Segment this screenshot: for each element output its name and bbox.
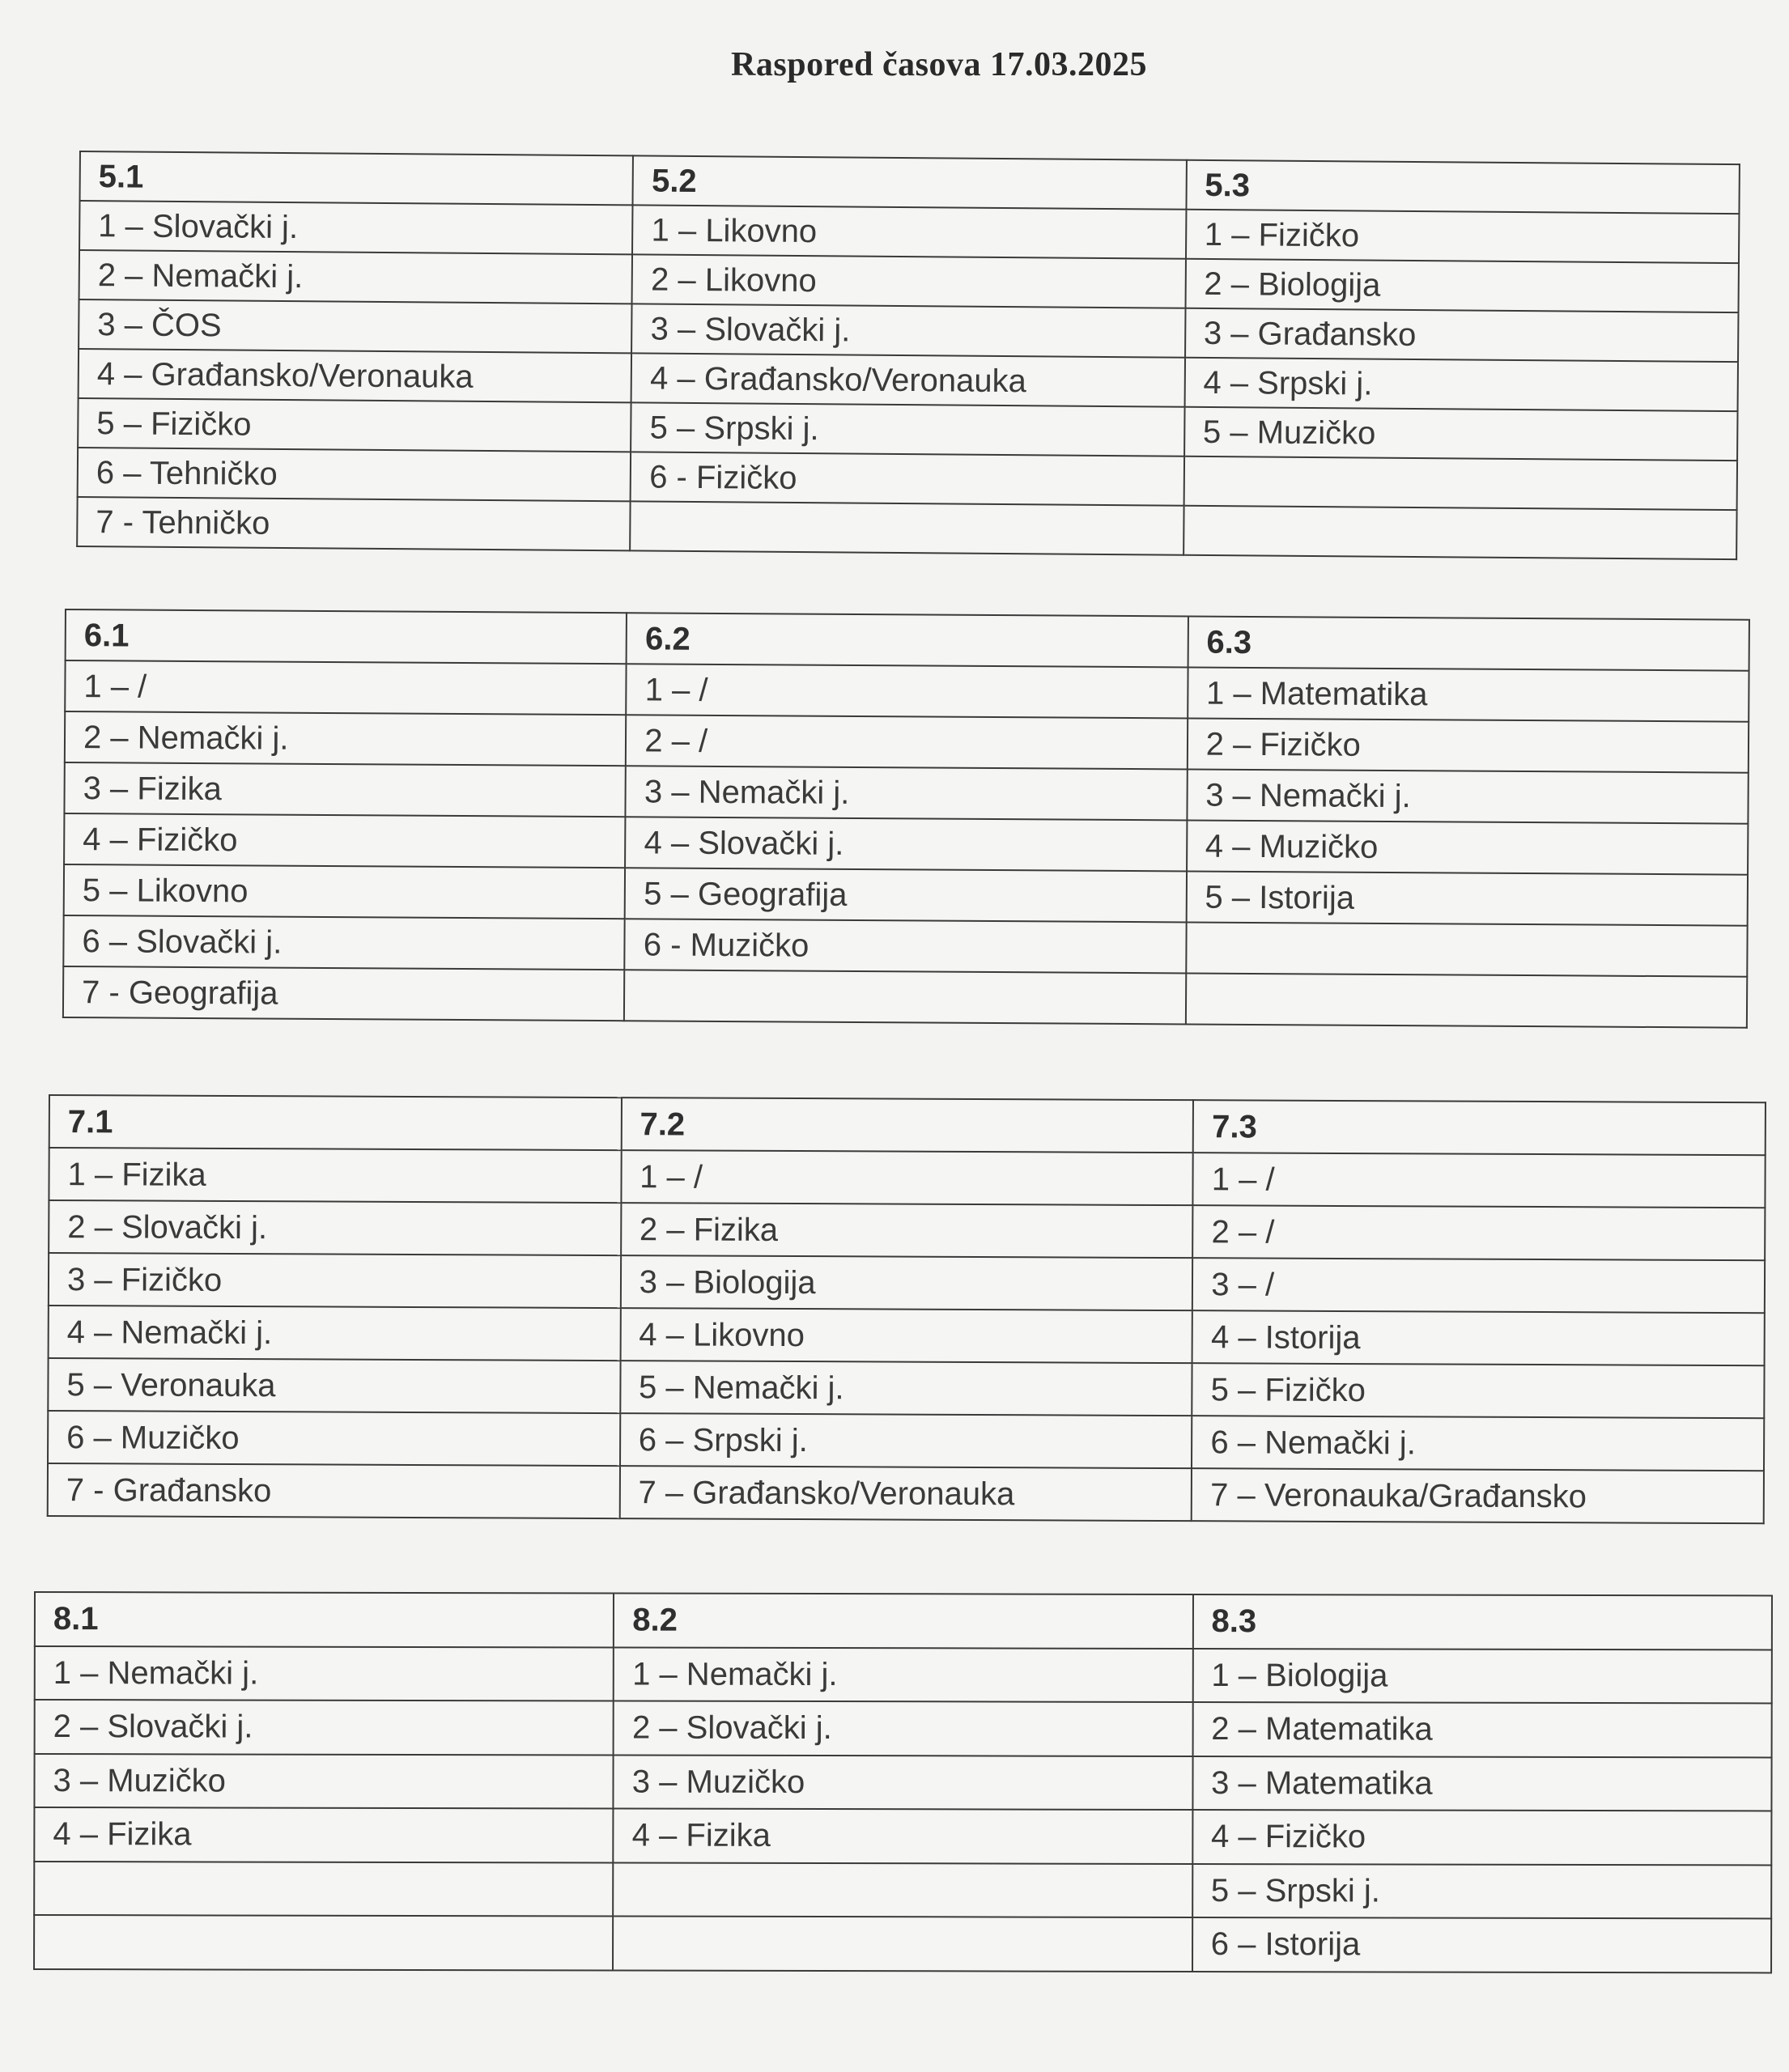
lesson-cell: 3 – ČOS (79, 299, 632, 353)
lesson-cell: 4 – Slovački j. (625, 817, 1187, 871)
lesson-row (34, 1862, 1771, 1919)
lesson-cell: 2 – Nemački j. (65, 711, 627, 766)
lesson-cell: 4 – Srpski j. (1184, 358, 1738, 411)
lesson-cell: 5 – Fizičko (78, 398, 631, 452)
lesson-cell: 2 – Nemački j. (79, 250, 633, 304)
lesson-cell: 4 – Nemački j. (49, 1306, 621, 1361)
class-name-cell: 8.2 (614, 1594, 1192, 1649)
class-name-cell: 5.3 (1186, 160, 1740, 214)
lesson-cell: 1 – Biologija (1192, 1648, 1771, 1703)
lesson-cell: 2 – Slovački j. (35, 1700, 614, 1755)
lesson-cell: 2 – Fizičko (1187, 718, 1749, 772)
lesson-cell: 4 – Fizičko (64, 813, 626, 868)
lesson-cell: 4 – Fizika (34, 1807, 613, 1862)
lesson-cell: 4 – Građansko/Veronauka (631, 353, 1185, 406)
lesson-cell: 1 – Matematika (1188, 667, 1749, 721)
class-name-cell: 6.2 (627, 613, 1188, 667)
grade-5-schedule-table (76, 151, 1740, 560)
lesson-cell: 6 – Muzičko (48, 1411, 620, 1466)
lesson-cell: 4 – Fizičko (1192, 1810, 1771, 1865)
class-name-cell: 5.2 (633, 155, 1187, 209)
lesson-cell (613, 1916, 1192, 1971)
lesson-row (63, 966, 1747, 1028)
page-title: Raspored časova 17.03.2025 (731, 46, 1147, 83)
lesson-cell: 1 – Fizika (49, 1148, 621, 1203)
lesson-cell: 6 – Slovački j. (63, 915, 625, 970)
lesson-cell: 3 – Fizika (64, 762, 626, 817)
class-name-cell: 6.1 (66, 609, 627, 664)
lesson-cell: 3 – Nemački j. (626, 766, 1188, 820)
lesson-cell (613, 1862, 1192, 1917)
lesson-cell: 4 – Istorija (1192, 1310, 1765, 1365)
lesson-cell (34, 1915, 613, 1970)
lesson-cell: 4 – Muzičko (1187, 820, 1749, 874)
lesson-cell: 2 – Biologija (1185, 259, 1739, 312)
lesson-cell (1183, 506, 1737, 559)
lesson-cell: 1 – Nemački j. (614, 1647, 1192, 1702)
lesson-cell: 2 – Slovački j. (614, 1701, 1192, 1756)
lesson-cell: 5 – Likovno (64, 864, 626, 919)
lesson-cell: 3 – Građansko (1185, 308, 1739, 362)
lesson-cell: 1 – Likovno (632, 205, 1186, 258)
lesson-cell: 6 - Fizičko (631, 452, 1184, 505)
class-name-cell: 6.3 (1188, 616, 1749, 670)
lesson-cell: 3 – Fizičko (49, 1253, 621, 1308)
grade-6-schedule-table (62, 609, 1750, 1029)
lesson-cell: 1 – Fizičko (1186, 210, 1740, 263)
lesson-cell: 1 – / (1193, 1153, 1766, 1208)
lesson-cell: 2 – / (626, 715, 1188, 769)
lesson-cell: 2 – Likovno (632, 254, 1186, 308)
lesson-cell: 7 – Građansko/Veronauka (619, 1466, 1192, 1521)
lesson-cell: 5 – Muzičko (1184, 407, 1738, 461)
lesson-cell (1183, 456, 1737, 510)
lesson-cell: 2 – Fizika (621, 1203, 1193, 1258)
lesson-cell: 5 – Veronauka (48, 1358, 620, 1413)
lesson-row (49, 1148, 1765, 1208)
lesson-cell: 2 – / (1192, 1205, 1765, 1260)
lesson-cell (1186, 922, 1748, 976)
lesson-row (49, 1200, 1765, 1260)
lesson-cell: 4 – Građansko/Veronauka (79, 349, 632, 402)
class-name-cell: 8.1 (35, 1592, 614, 1647)
lesson-cell: 7 – Veronauka/Građansko (1192, 1468, 1764, 1523)
lesson-cell: 2 – Matematika (1192, 1702, 1771, 1757)
lesson-row (48, 1411, 1764, 1471)
lesson-cell: 5 – Geografija (625, 868, 1187, 922)
lesson-row (35, 1700, 1772, 1757)
lesson-row (34, 1807, 1771, 1865)
lesson-cell: 5 – Fizičko (1192, 1363, 1765, 1418)
lesson-cell: 3 – / (1192, 1258, 1765, 1313)
lesson-cell: 1 – / (627, 664, 1188, 718)
lesson-cell: 3 – Slovački j. (631, 304, 1185, 357)
lesson-cell (624, 970, 1186, 1024)
lesson-cell: 3 – Muzičko (34, 1754, 613, 1809)
lesson-cell: 1 – Slovački j. (79, 201, 633, 254)
class-header-row (49, 1095, 1766, 1155)
lesson-row (34, 1754, 1771, 1811)
lesson-cell: 1 – Nemački j. (35, 1646, 614, 1701)
lesson-cell: 4 – Fizika (614, 1808, 1192, 1863)
class-name-cell: 5.1 (80, 151, 634, 205)
lesson-cell: 5 – Srpski j. (1192, 1863, 1771, 1918)
lesson-cell (34, 1862, 613, 1917)
class-name-cell: 8.3 (1193, 1594, 1772, 1650)
lesson-cell (630, 501, 1183, 554)
grade-8-schedule-table (33, 1591, 1773, 1973)
lesson-cell: 3 – Biologija (621, 1255, 1193, 1310)
lesson-cell: 3 – Nemački j. (1187, 769, 1749, 823)
lesson-cell: 3 – Matematika (1192, 1756, 1771, 1811)
lesson-row (35, 1646, 1772, 1704)
class-header-row (35, 1592, 1772, 1650)
lesson-cell: 2 – Slovački j. (49, 1200, 621, 1255)
lesson-cell: 4 – Likovno (620, 1308, 1192, 1363)
lesson-cell: 1 – / (621, 1150, 1193, 1205)
lesson-cell: 6 - Muzičko (625, 919, 1187, 973)
lesson-cell: 6 – Istorija (1192, 1917, 1771, 1972)
class-name-cell: 7.2 (621, 1098, 1193, 1153)
lesson-row (48, 1463, 1764, 1523)
lesson-cell: 3 – Muzičko (614, 1755, 1192, 1810)
class-name-cell: 7.3 (1193, 1100, 1766, 1155)
lesson-cell: 6 – Tehničko (78, 448, 631, 501)
lesson-row (34, 1915, 1771, 1972)
grade-7-schedule-table (47, 1094, 1766, 1524)
lesson-row (49, 1253, 1765, 1313)
lesson-cell: 5 – Srpski j. (631, 402, 1184, 456)
lesson-row (49, 1306, 1765, 1365)
lesson-cell: 5 – Istorija (1186, 871, 1748, 925)
lesson-cell: 7 - Građansko (48, 1463, 620, 1518)
lesson-cell: 6 – Nemački j. (1192, 1416, 1764, 1471)
lesson-cell (1186, 973, 1748, 1027)
lesson-cell: 7 - Tehničko (77, 497, 631, 550)
lesson-cell: 7 - Geografija (63, 966, 625, 1021)
lesson-row (48, 1358, 1764, 1418)
class-name-cell: 7.1 (49, 1095, 622, 1150)
lesson-cell: 1 – / (65, 660, 627, 715)
lesson-cell: 6 – Srpski j. (620, 1413, 1192, 1468)
lesson-cell: 5 – Nemački j. (620, 1361, 1192, 1416)
